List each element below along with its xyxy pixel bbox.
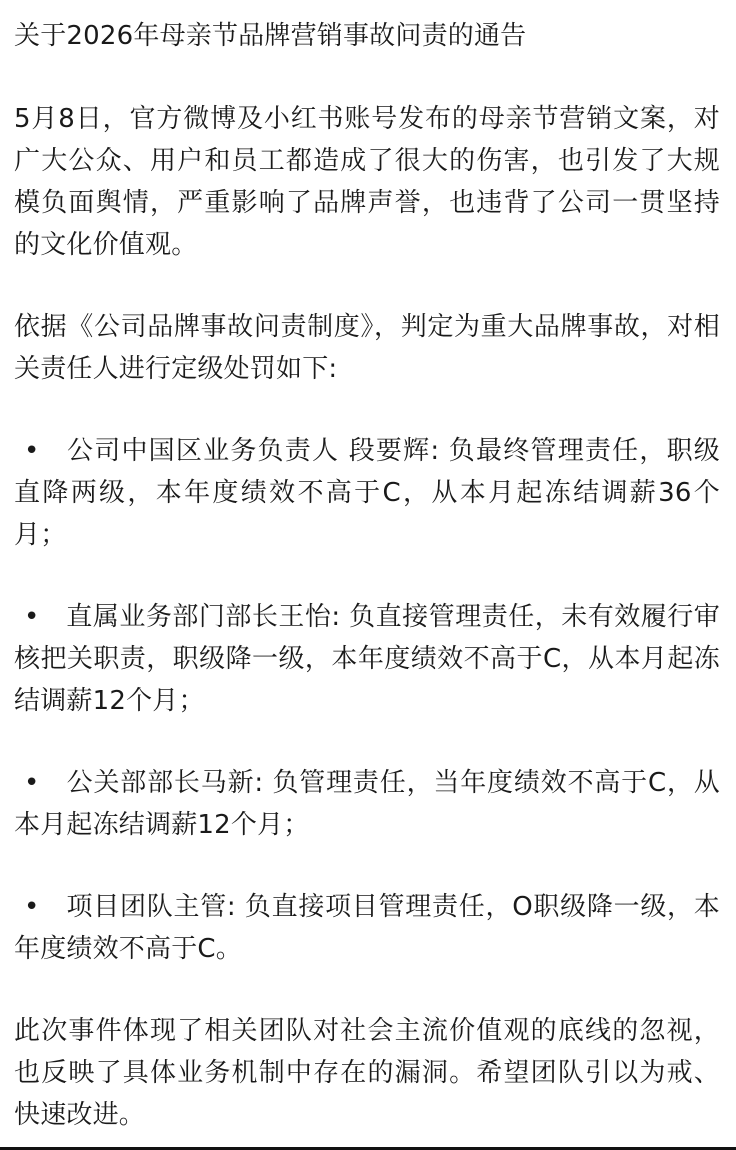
bullet-icon: • xyxy=(24,768,40,798)
penalty-list xyxy=(14,430,720,970)
list-item-text: 公司中国区业务负责人 段要辉: 负最终管理责任，职级直降两级，本年度绩效不高于C，从本月起冻结调薪36个月； xyxy=(14,436,720,550)
bullet-icon: • xyxy=(24,436,40,466)
intro-paragraph: 5月8日，官方微博及小红书账号发布的母亲节营销文案，对广大公众、用户和员工都造成了很大的伤害，也引发了大规模负面舆情，严重影响了品牌声誉，也违背了公司一贯坚持的文化价值观。 xyxy=(14,104,720,260)
closing-paragraph: 此次事件体现了相关团队对社会主流价值观的底线的忽视，也反映了具体业务机制中存在的漏洞。希望团队引以为戒、快速改进。 xyxy=(14,1016,720,1130)
basis-paragraph: 依据《公司品牌事故问责制度》，判定为重大品牌事故，对相关责任人进行定级处罚如下: xyxy=(14,312,720,384)
list-item xyxy=(14,886,720,970)
list-item xyxy=(14,762,720,846)
list-item-text: 公关部部长马新: 负管理责任，当年度绩效不高于C，从本月起冻结调薪12个月； xyxy=(14,768,720,840)
list-item-text: 直属业务部门部长王怡: 负直接管理责任，未有效履行审核把关职责，职级降一级，本年度绩效不高于C，从本月起冻结调薪12个月； xyxy=(14,602,720,716)
list-item-text: 项目团队主管: 负直接项目管理责任，O职级降一级，本年度绩效不高于C。 xyxy=(14,892,720,964)
document-title: 关于2026年母亲节品牌营销事故问责的通告 xyxy=(14,21,527,51)
bullet-icon: • xyxy=(24,892,40,922)
list-item xyxy=(14,430,720,556)
list-item xyxy=(14,596,720,722)
bullet-icon: • xyxy=(24,602,40,632)
